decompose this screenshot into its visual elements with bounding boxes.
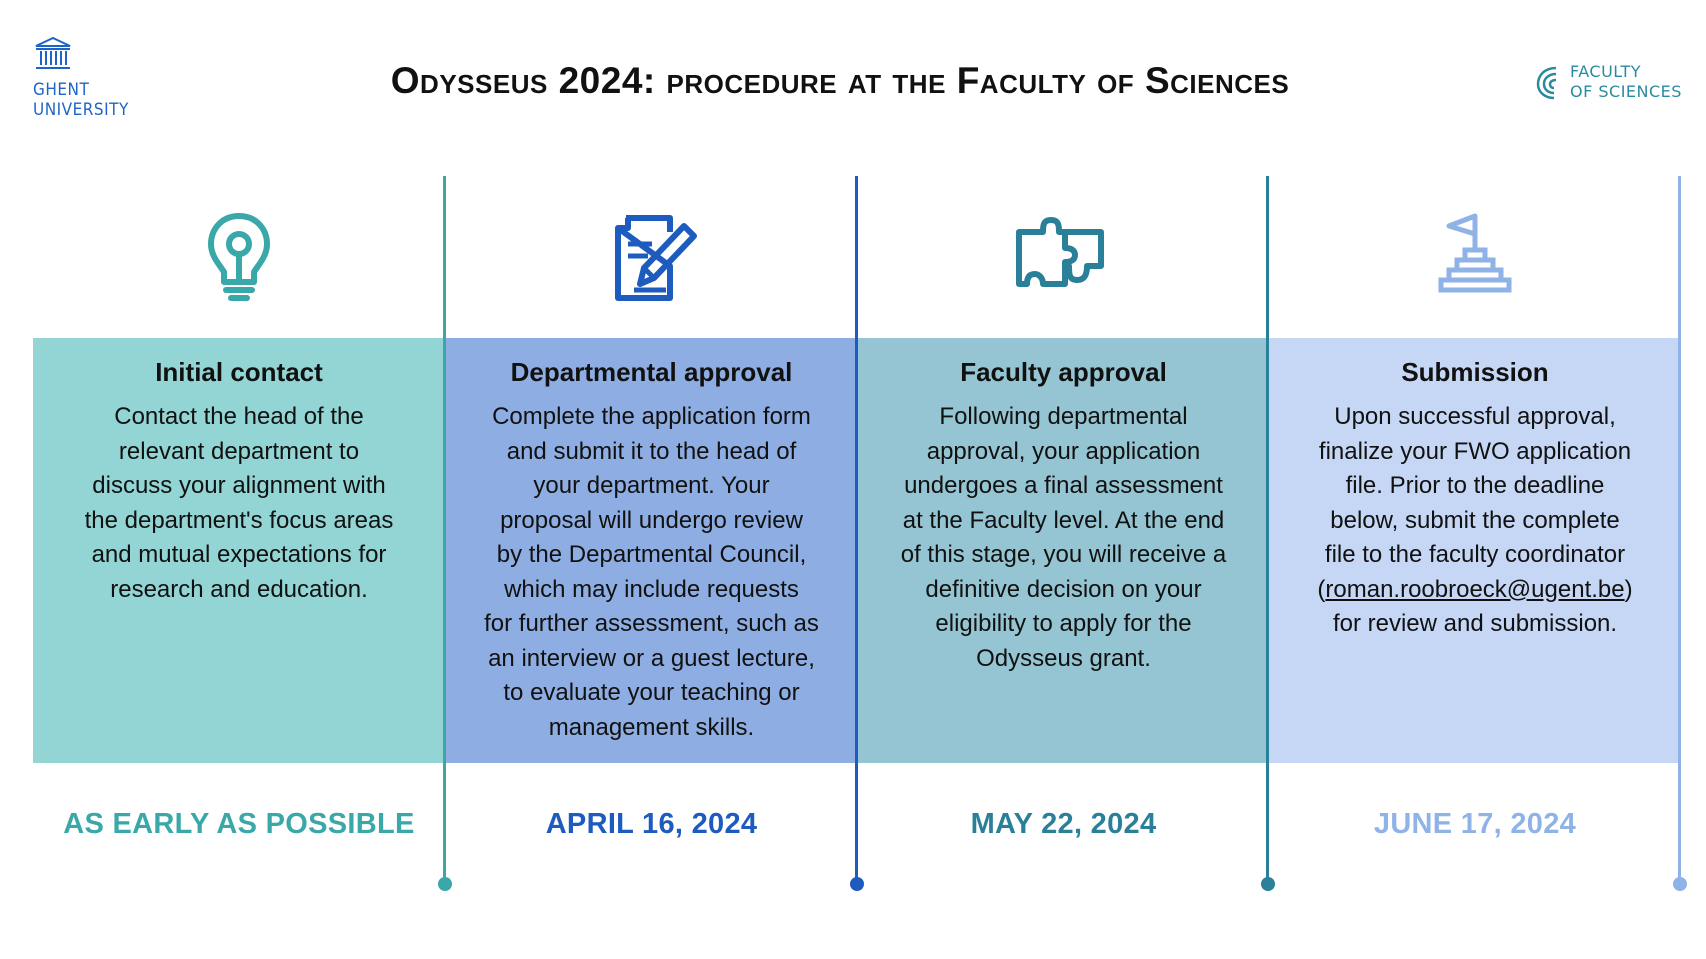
email-open-paren: ( xyxy=(1317,575,1326,603)
step3-line4: at the Faculty level. At the end xyxy=(902,506,1225,534)
step1-content xyxy=(45,357,433,607)
step2-content xyxy=(449,357,854,745)
coordinator-email-link[interactable]: roman.roobroeck@ugent.be xyxy=(1325,575,1625,603)
page-title: Odysseus 2024: procedure at the Faculty of Sciences xyxy=(390,60,1290,101)
step3-line8: Odysseus grant. xyxy=(976,644,1151,672)
step1-line1: Contact the head of the xyxy=(114,403,364,430)
summit-flag-icon xyxy=(1425,208,1525,308)
faculty-of-sciences-logo xyxy=(1534,60,1684,110)
step2-date: APRIL 16, 2024 xyxy=(545,808,758,840)
ugent-logo-line2: UNIVERSITY xyxy=(33,100,129,120)
step4-line5: file to the faculty coordinator xyxy=(1324,541,1626,568)
step3-heading: Faculty approval xyxy=(960,357,1167,387)
step3-line2: approval, your application xyxy=(926,437,1201,465)
step2-line4: proposal will undergo review xyxy=(500,506,803,534)
timeline-line-3 xyxy=(1266,176,1269,884)
step4-content xyxy=(1273,357,1677,642)
faculty-logo-line1: FACULTY xyxy=(1570,62,1642,81)
step2-heading: Departmental approval xyxy=(510,357,793,387)
step3-content xyxy=(862,357,1265,676)
step4-email-line xyxy=(1273,573,1677,608)
step2-line3: your department. Your xyxy=(533,472,770,499)
step1-body xyxy=(45,400,433,607)
step1-line2: relevant department to xyxy=(118,437,360,465)
step4-line2: finalize your FWO application xyxy=(1318,437,1632,465)
step2-line8: an interview or a guest lecture, xyxy=(488,644,815,672)
ghent-university-logo xyxy=(33,36,143,126)
step4-line7: for review and submission. xyxy=(1332,610,1618,637)
step4-date: JUNE 17, 2024 xyxy=(1373,808,1577,840)
step3-line5: of this stage, you will receive a xyxy=(900,541,1227,568)
step2-line9: to evaluate your teaching or xyxy=(503,679,800,706)
step4-line4: below, submit the complete xyxy=(1330,506,1620,534)
email-close-paren: ) xyxy=(1624,575,1633,603)
timeline-line-2 xyxy=(855,176,858,884)
step3-date: MAY 22, 2024 xyxy=(970,808,1157,840)
step2-line7: for further assessment, such as xyxy=(484,610,819,637)
step2-body xyxy=(449,400,854,745)
faculty-logo-line2: OF SCIENCES xyxy=(1570,82,1682,101)
ugent-logo-line1: GHENT xyxy=(33,80,90,100)
ghent-university-building-icon xyxy=(33,36,73,74)
step2-line6: which may include requests xyxy=(504,575,799,603)
step4-line3: file. Prior to the deadline xyxy=(1345,472,1605,499)
step1-line6: research and education. xyxy=(110,575,368,603)
step1-line5: and mutual expectations for xyxy=(91,541,387,568)
step3-line6: definitive decision on your xyxy=(925,575,1202,603)
timeline-dot-3 xyxy=(1261,877,1275,891)
document-pen-icon xyxy=(608,208,708,308)
step2-line10: management skills. xyxy=(548,713,755,741)
timeline-line-1 xyxy=(443,176,446,884)
step1-line3: discuss your alignment with xyxy=(92,472,386,499)
step4-line1: Upon successful approval, xyxy=(1334,403,1616,430)
puzzle-piece-icon xyxy=(1013,208,1113,308)
step4-heading: Submission xyxy=(1401,357,1549,387)
step4-body xyxy=(1273,400,1677,642)
timeline-dot-1 xyxy=(438,877,452,891)
step2-line1: Complete the application form xyxy=(492,403,811,430)
lightbulb-icon xyxy=(189,208,289,308)
step1-heading: Initial contact xyxy=(155,357,323,387)
step1-line4: the department's focus areas xyxy=(84,506,394,534)
timeline-dot-2 xyxy=(850,877,864,891)
step2-line2: and submit it to the head of xyxy=(506,437,797,465)
timeline-dot-4 xyxy=(1673,877,1687,891)
step3-line3: undergoes a final assessment xyxy=(904,472,1223,499)
timeline-line-4 xyxy=(1678,176,1681,884)
step1-date: AS EARLY AS POSSIBLE xyxy=(63,808,415,840)
step2-line5: by the Departmental Council, xyxy=(496,541,807,568)
step3-line7: eligibility to apply for the xyxy=(935,610,1192,637)
step3-line1: Following departmental xyxy=(939,403,1188,430)
faculty-of-sciences-swirl-icon xyxy=(1534,62,1566,102)
step3-body xyxy=(862,400,1265,676)
